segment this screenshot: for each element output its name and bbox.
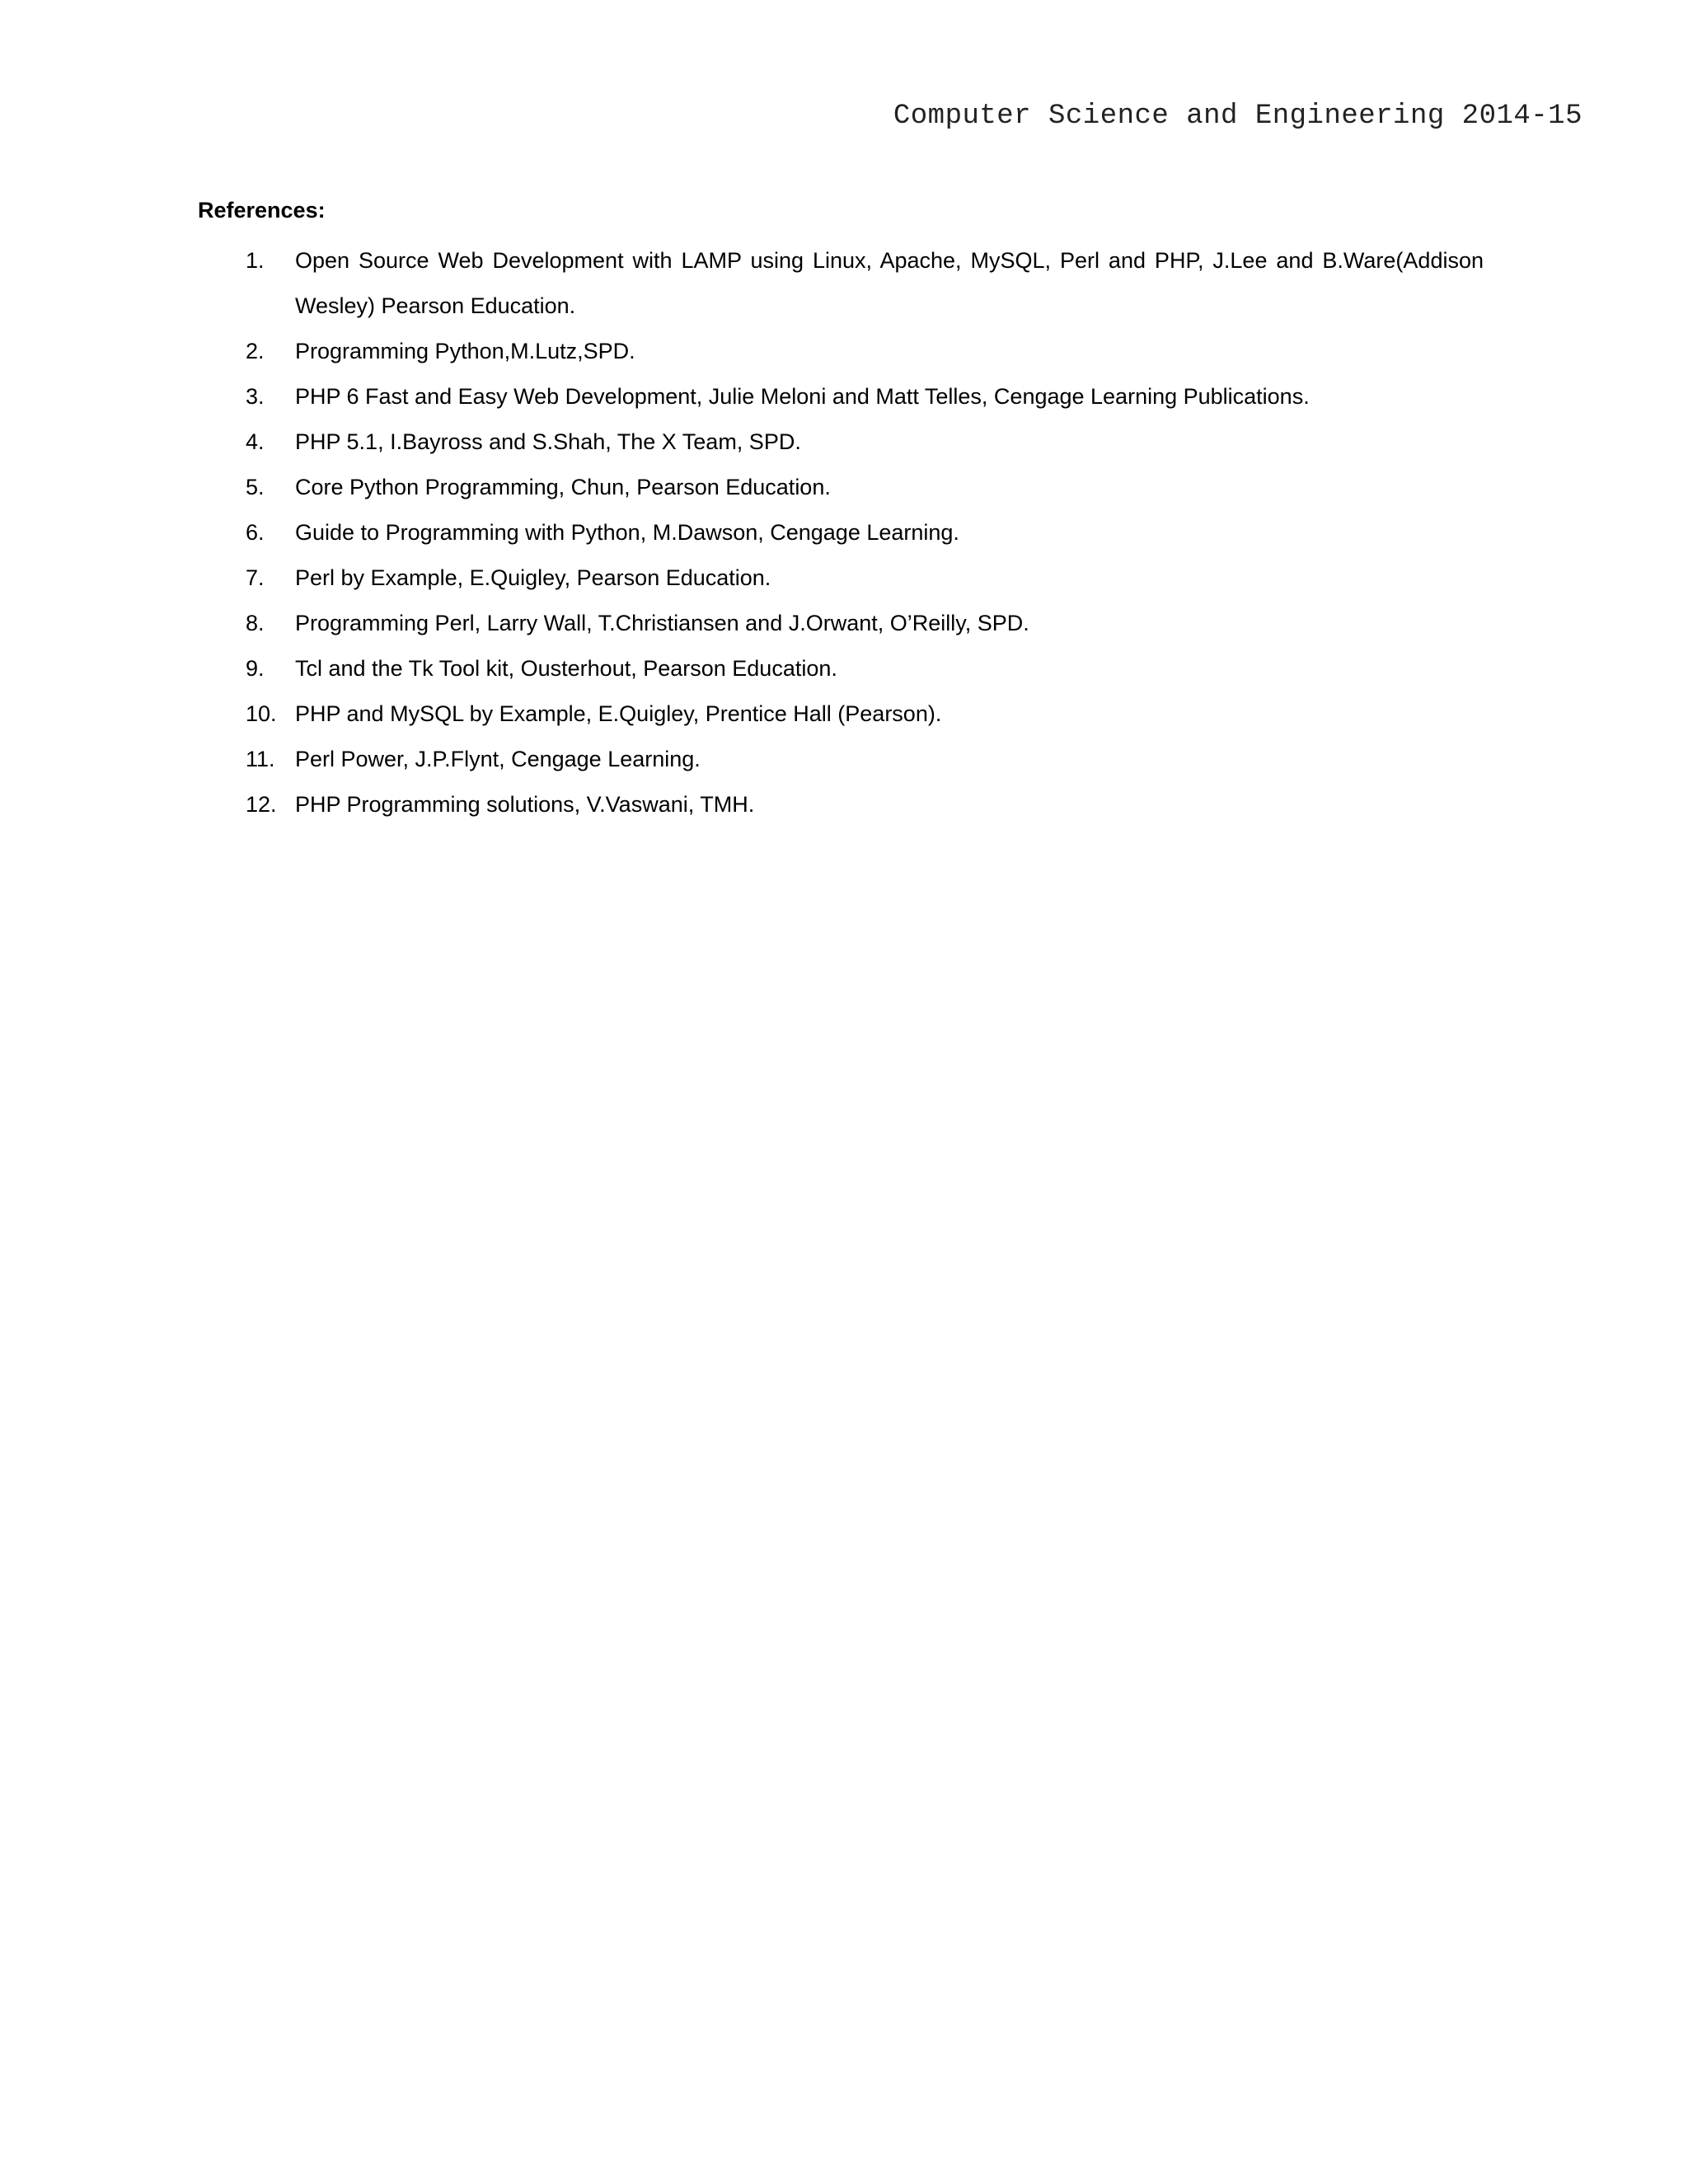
reference-number: 7. <box>246 565 265 590</box>
reference-text: Open Source Web Development with LAMP using Linux, Apache, MySQL, Perl and PHP, J.Lee and B.Ware(Addison Wesley) Pearson Education. <box>295 248 1484 318</box>
reference-item <box>246 601 1484 646</box>
reference-item <box>246 691 1484 737</box>
references-list <box>246 238 1484 827</box>
references-heading: References: <box>198 198 326 223</box>
reference-number: 8. <box>246 611 265 635</box>
reference-number: 4. <box>246 429 265 454</box>
reference-text: PHP Programming solutions, V.Vaswani, TMH. <box>295 792 755 817</box>
reference-item <box>246 646 1484 691</box>
reference-item <box>246 782 1484 827</box>
reference-number: 12. <box>246 792 277 817</box>
reference-number: 9. <box>246 656 265 681</box>
running-header: Computer Science and Engineering 2014-15 <box>893 101 1582 132</box>
reference-item <box>246 555 1484 601</box>
reference-text: PHP and MySQL by Example, E.Quigley, Prentice Hall (Pearson). <box>295 701 942 726</box>
reference-item <box>246 737 1484 782</box>
reference-number: 2. <box>246 339 265 363</box>
reference-text: Tcl and the Tk Tool kit, Ousterhout, Pearson Education. <box>295 656 837 681</box>
reference-text: Programming Perl, Larry Wall, T.Christiansen and J.Orwant, O’Reilly, SPD. <box>295 611 1029 635</box>
reference-text: Perl by Example, E.Quigley, Pearson Education. <box>295 565 771 590</box>
reference-item <box>246 329 1484 374</box>
reference-number: 5. <box>246 475 265 499</box>
reference-text: Programming Python,M.Lutz,SPD. <box>295 339 635 363</box>
reference-number: 11. <box>246 747 275 771</box>
reference-text: Guide to Programming with Python, M.Dawson, Cengage Learning. <box>295 520 959 545</box>
reference-item <box>246 419 1484 465</box>
reference-item <box>246 510 1484 555</box>
reference-number: 10. <box>246 701 277 726</box>
reference-number: 6. <box>246 520 265 545</box>
reference-item <box>246 238 1484 329</box>
reference-number: 1. <box>246 248 265 273</box>
reference-text: PHP 5.1, I.Bayross and S.Shah, The X Team, SPD. <box>295 429 801 454</box>
reference-item <box>246 374 1484 419</box>
reference-item <box>246 465 1484 510</box>
reference-text: PHP 6 Fast and Easy Web Development, Julie Meloni and Matt Telles, Cengage Learning Publications. <box>295 384 1310 409</box>
reference-text: Perl Power, J.P.Flynt, Cengage Learning. <box>295 747 701 771</box>
reference-number: 3. <box>246 384 265 409</box>
reference-text: Core Python Programming, Chun, Pearson Education. <box>295 475 831 499</box>
